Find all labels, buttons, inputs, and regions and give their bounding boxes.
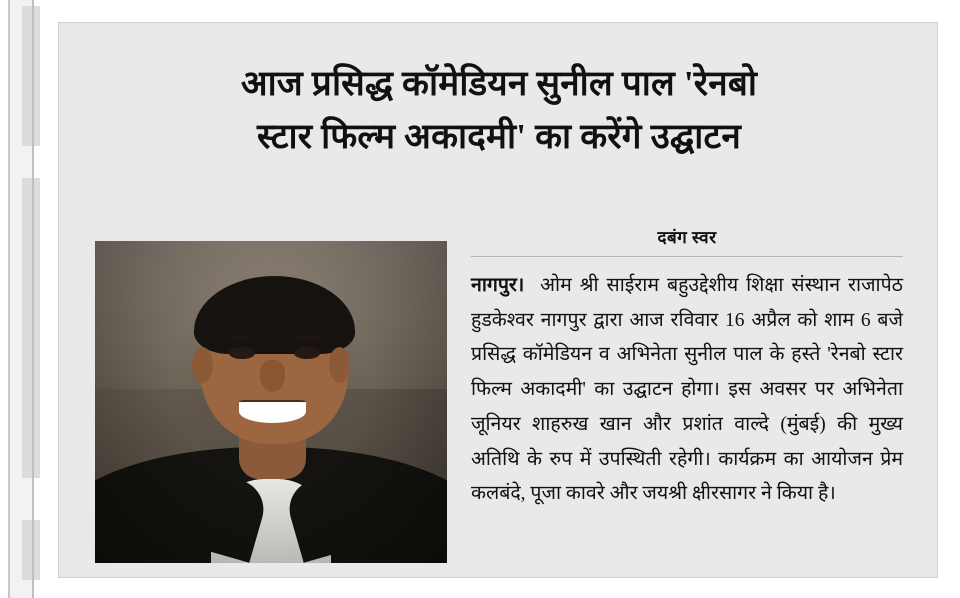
article-photo [95,241,447,563]
headline-line-2: स्टार फिल्म अकादमी' का करेंगे उद्घाटन [257,117,741,157]
kicker: दबंग स्वर [657,228,717,247]
adjacent-column-block [22,520,40,580]
article-paragraph [471,269,903,512]
adjacent-column-strip [10,0,32,598]
adjacent-column-block [22,178,40,478]
kicker-rule [471,256,903,257]
page-column-divider [32,0,34,598]
headline [87,57,911,163]
photo-vignette [95,241,447,563]
article-body-area [59,213,939,579]
article-text [471,269,903,512]
adjacent-column-block [22,6,40,146]
article-body: ओम श्री साईराम बहुउद्देशीय शिक्षा संस्थान राजापेठ हुडकेश्वर नागपुर द्वारा आज रविवार 16 अप्रैल को शाम 6 बजे प्रसिद्ध कॉमेडियन व अभिनेता सुनील पाल के हस्ते 'रेनबो स्टार फिल्म अकादमी' का उद्घाटन होगा। इस अवसर पर अभिनेता जूनियर शाहरुख खान और प्रशांत वाल्दे (मुंबई) की मुख्य अतिथि के रुप में उपस्थिती रहेगी। कार्यक्रम का आयोजन प्रेम कलबंदे, पूजा कावरे और जयश्री क्षीरसागर ने किया है। [471,275,903,505]
dateline: नागपुर। [471,275,525,296]
article-panel [58,22,938,578]
headline-line-1: आज प्रसिद्ध कॉमेडियन सुनील पाल 'रेनबो [240,64,758,103]
page-left-margin [0,0,8,598]
text-column [471,225,903,512]
